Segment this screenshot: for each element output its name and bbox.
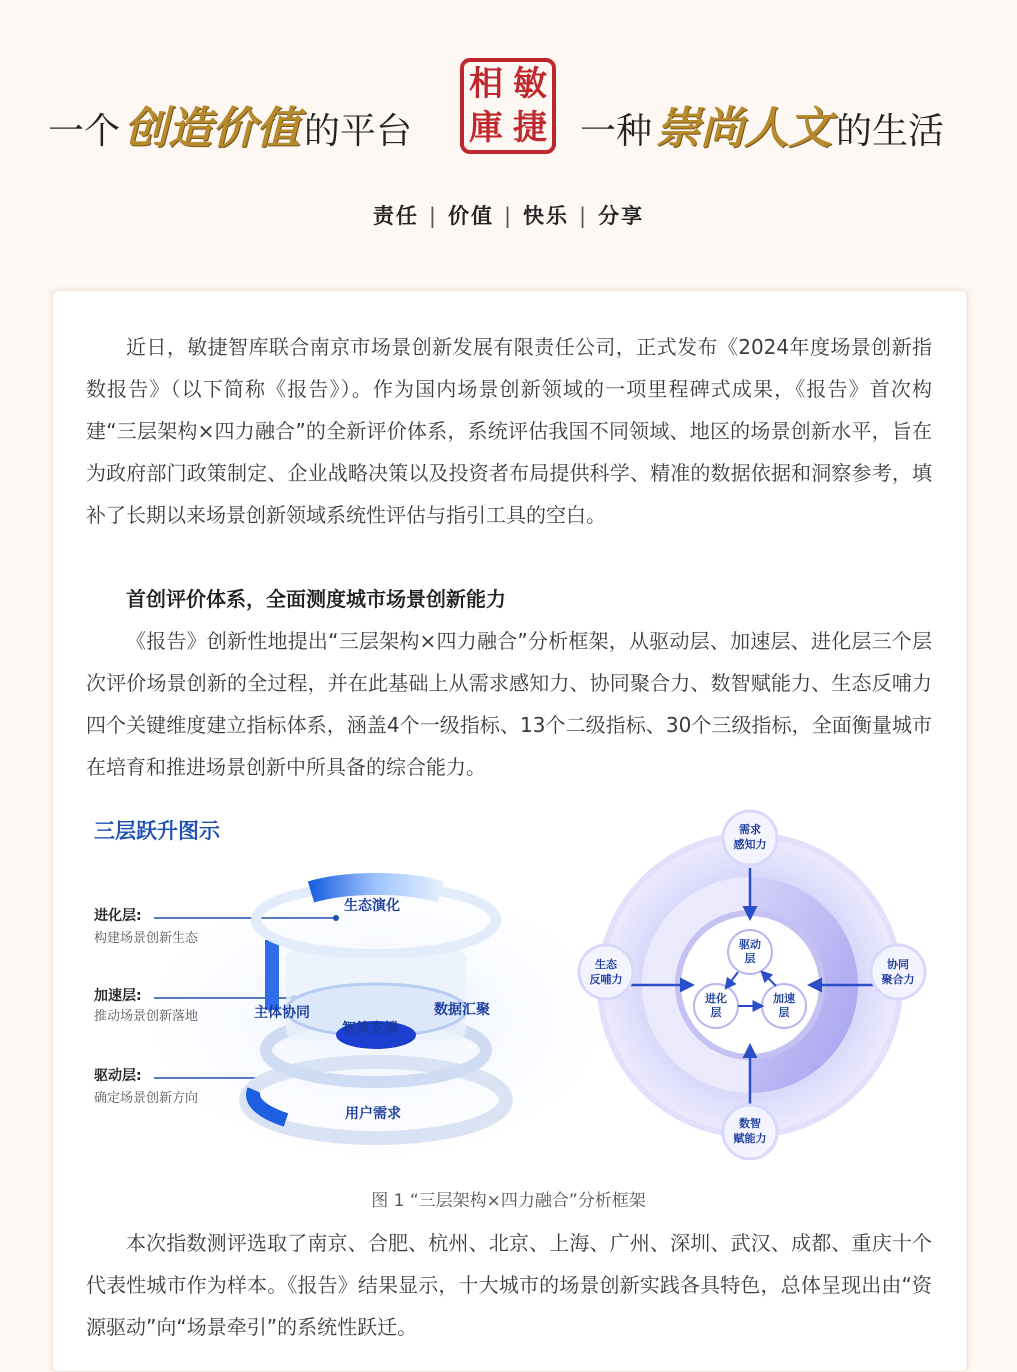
layer-desc-evolution: 构建场景创新生态 — [94, 931, 199, 946]
slogan-right — [580, 92, 944, 156]
layer-name-evolution: 进化层: — [94, 908, 142, 924]
force-right-line1: 协同 — [887, 958, 909, 971]
force-top-line2: 感知力 — [733, 838, 767, 851]
layer-name-drive: 驱动层: — [94, 1068, 142, 1084]
seal-char: 庫 — [469, 108, 503, 148]
slogan-left-suffix: 的平台 — [304, 111, 413, 152]
article-paragraph-4: 本次指数测评选取了南京、合肥、杭州、北京、上海、广州、深圳、武汉、成都、重庆十个代表性城市作为样本。《报告》结果显示，十大城市的场景创新实践各具特色，总体呈现出由“资源驱动”向“场景牵引”的系统性跃迁。 — [86, 1231, 932, 1339]
force-top-line1: 需求 — [739, 823, 761, 836]
ring-label-data: 数据汇聚 — [434, 1002, 490, 1018]
ring-label-computing: 智算支撑 — [342, 1021, 398, 1037]
slogan-left-prefix: 一个 — [48, 111, 121, 152]
force-left-line2: 反哺力 — [589, 973, 623, 986]
motto-separator: | — [428, 204, 438, 228]
article-paragraph-3: 《报告》创新性地提出“三层架构×四力融合”分析框架，从驱动层、加速层、进化层三个层次评价场景创新的全过程，并在此基础上从需求感知力、协同聚合力、数智赋能力、生态反哺力四个关键维度建立指标体系，涵盖4个一级指标、13个二级指标、30个三级指标，全面衡量城市在培育和推进场景创新中所具备的综合能力。 — [86, 629, 932, 779]
motto — [0, 200, 1017, 230]
header-banner — [0, 0, 1017, 190]
slogan-left — [48, 92, 412, 156]
force-bottom-line2: 赋能力 — [733, 1132, 767, 1145]
framework-figure-svg — [86, 800, 932, 1160]
slogan-left-highlight: 创造价值 — [124, 103, 301, 154]
core-acceleration-line1: 加速 — [773, 992, 795, 1005]
motto-separator: | — [503, 204, 514, 228]
core-drive-line1: 驱动 — [739, 938, 761, 951]
seal-char: 相 — [469, 64, 503, 104]
core-acceleration-line2: 层 — [778, 1006, 790, 1019]
slogan-right-prefix: 一种 — [580, 111, 653, 152]
seal-char: 捷 — [513, 108, 547, 148]
force-bottom-line1: 数智 — [739, 1117, 761, 1130]
section-heading: 首创评价体系，全面测度城市场景创新能力 — [126, 587, 506, 611]
slogan-right-highlight: 崇尚人文 — [656, 103, 833, 154]
layer-dot-evolution — [333, 915, 339, 921]
core-drive-line2: 层 — [744, 952, 756, 965]
motto-separator: | — [579, 204, 589, 228]
force-right-line2: 聚合力 — [881, 973, 915, 986]
figure-title: 三层跃升图示 — [94, 819, 220, 843]
motto-item: 快乐 — [523, 204, 570, 228]
force-node-right — [871, 945, 925, 999]
ring-top-accent — [311, 884, 441, 892]
article-paragraph-1: 近日，敏捷智库联合南京市场景创新发展有限责任公司，正式发布《2024年度场景创新指数报告》（以下简称《报告》）。作为国内场景创新领域的一项里程碑式成果，《报告》首次构建“三层架构×四力融合”的全新评价体系，系统评估我国不同领域、地区的场景创新水平，旨在为政府部门政策制定、企业战略决策以及投资者布局提供科学、精准的数据依据和洞察参考，填补了长期以来场景创新领域系统性评估与指引工具的空白。 — [86, 335, 932, 527]
slogan-right-suffix: 的生活 — [836, 111, 945, 152]
figure-caption: 图 1 “三层架构×四力融合”分析框架 — [371, 1191, 646, 1211]
motto-item: 价值 — [447, 204, 494, 228]
layer-name-acceleration: 加速层: — [94, 988, 142, 1004]
layer-desc-drive: 确定场景创新方向 — [94, 1091, 199, 1106]
ring-label-evolution: 生态演化 — [344, 898, 400, 914]
motto-item: 分享 — [598, 204, 645, 228]
force-diagram — [579, 811, 925, 1159]
seal-char: 敏 — [513, 64, 547, 104]
motto-item: 责任 — [372, 204, 419, 228]
core-evolution-line1: 进化 — [705, 992, 727, 1005]
ring-label-user-demand: 用户需求 — [345, 1106, 401, 1122]
framework-figure — [86, 800, 932, 1160]
ring-label-collaboration: 主体协同 — [254, 1005, 310, 1021]
seal-logo — [460, 58, 556, 154]
core-evolution-line2: 层 — [710, 1006, 722, 1019]
force-node-left — [579, 945, 633, 999]
force-left-line1: 生态 — [595, 958, 617, 971]
layer-desc-acceleration: 推动场景创新落地 — [94, 1009, 199, 1024]
